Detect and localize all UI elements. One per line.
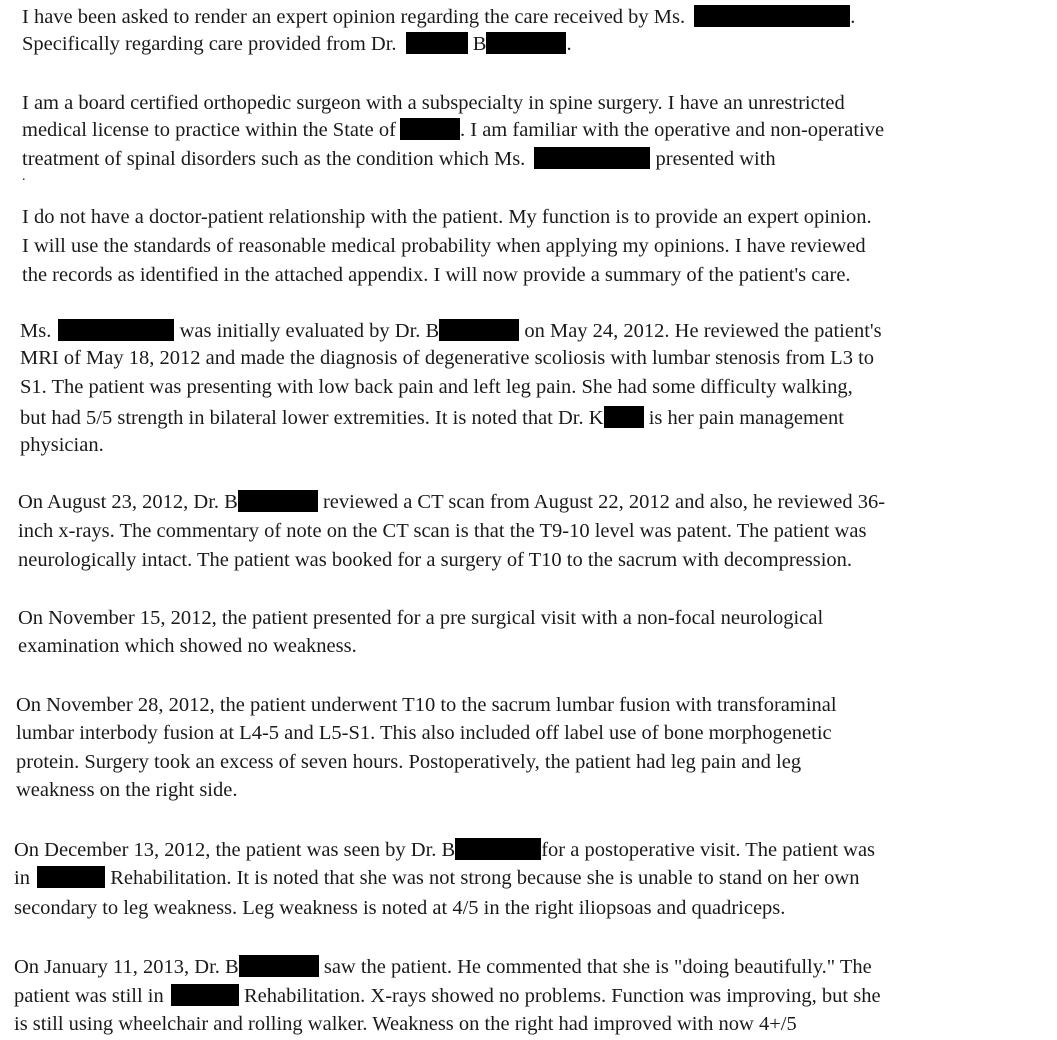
text-span: but had 5/5 strength in bilateral lower extremities. It is noted that Dr. K <box>20 407 604 429</box>
text-span: On January 11, 2013, Dr. B <box>14 956 239 978</box>
text-span: On November 15, 2012, the patient presented for a pre surgical visit with a non-focal neurological <box>18 607 824 629</box>
p3-line-2 <box>22 233 866 259</box>
text-span: Rehabilitation. X-rays showed no problems. Function was improving, but she <box>244 985 881 1007</box>
p7-line-2 <box>16 720 832 746</box>
text-span: for a postoperative visit. The patient was <box>541 839 876 861</box>
text-span: inch x-rays. The commentary of note on the CT scan is that the T9-10 level was patent. The patient was <box>18 520 867 542</box>
redaction-bar <box>486 32 566 54</box>
p8-line-2 <box>14 865 859 891</box>
p4-line-2 <box>20 345 874 371</box>
text-span: examination which showed no weakness. <box>18 635 357 657</box>
text-span: on May 24, 2012. He reviewed the patient's <box>524 320 882 342</box>
redaction-bar <box>171 984 239 1006</box>
p7-line-1 <box>16 692 837 718</box>
p7-line-4 <box>16 777 237 803</box>
text-span: . <box>22 169 26 184</box>
p4-line-5 <box>20 432 104 458</box>
text-span: physician. <box>20 434 104 456</box>
redaction-bar <box>58 319 174 341</box>
p9-line-3 <box>14 1011 797 1037</box>
p4-line-3 <box>20 374 853 400</box>
text-span: . <box>850 6 856 28</box>
p5-line-3 <box>18 547 852 573</box>
p8-line-1 <box>14 837 875 863</box>
redaction-bar <box>534 147 650 169</box>
redaction-bar <box>238 490 318 512</box>
text-span: medical license to practice within the State of <box>22 119 396 141</box>
p6-line-2 <box>18 633 357 659</box>
redaction-bar <box>604 406 644 428</box>
p5-line-1 <box>18 489 885 515</box>
text-span: I have been asked to render an expert opinion regarding the care received by Ms. <box>22 6 686 28</box>
redaction-bar <box>439 319 519 341</box>
text-span: neurologically intact. The patient was booked for a surgery of T10 to the sacrum with decompression. <box>18 549 853 571</box>
text-span: reviewed a CT scan from August 22, 2012 and also, he reviewed 36- <box>322 491 886 513</box>
p9-line-2 <box>14 983 881 1009</box>
text-span: in <box>14 867 30 889</box>
redaction-bar <box>406 32 468 54</box>
p2-line-3 <box>22 146 776 172</box>
p9-line-1 <box>14 954 872 980</box>
p2-line-2 <box>22 117 884 143</box>
redaction-bar <box>694 5 850 27</box>
text-span: is her pain management <box>648 407 844 429</box>
text-span: secondary to leg weakness. Leg weakness is noted at 4/5 in the right iliopsoas and quadriceps. <box>14 897 786 919</box>
text-span: presented with <box>655 148 776 170</box>
text-span: . <box>566 33 572 55</box>
p1-line-1 <box>22 4 855 30</box>
text-span: MRI of May 18, 2012 and made the diagnosis of degenerative scoliosis with lumbar stenosis from L3 to <box>20 347 875 369</box>
text-span: lumbar interbody fusion at L4-5 and L5-S1. This also included off label use of bone morphogenetic <box>16 722 832 744</box>
p2-line-1 <box>22 90 845 116</box>
p4-line-1 <box>20 318 882 344</box>
p1-line-2 <box>22 31 572 57</box>
p8-line-3 <box>14 895 785 921</box>
redaction-bar <box>400 118 460 140</box>
text-span: Specifically regarding care provided from Dr. <box>22 33 397 55</box>
text-span: patient was still in <box>14 985 164 1007</box>
text-span: I do not have a doctor-patient relationship with the patient. My function is to provide an expert opinion. <box>22 206 872 228</box>
p7-line-3 <box>16 749 801 775</box>
text-span: . I am familiar with the operative and non-operative <box>460 119 885 141</box>
text-span: saw the patient. He commented that she is "doing beautifully." The <box>323 956 872 978</box>
text-span: B <box>472 33 487 55</box>
text-span: On November 28, 2012, the patient underwent T10 to the sacrum lumbar fusion with transforaminal <box>16 694 837 716</box>
text-span: I will use the standards of reasonable medical probability when applying my opinions. I have reviewed <box>22 235 866 257</box>
text-span: is still using wheelchair and rolling walker. Weakness on the right had improved with now 4+/5 <box>14 1013 797 1035</box>
p5-line-2 <box>18 518 866 544</box>
text-span: S1. The patient was presenting with low back pain and left leg pain. She had some difficulty walking, <box>20 376 853 398</box>
p3-line-3 <box>22 262 851 288</box>
text-span: treatment of spinal disorders such as the condition which Ms. <box>22 148 526 170</box>
p4-line-4 <box>20 405 844 431</box>
text-span: was initially evaluated by Dr. B <box>179 320 440 342</box>
text-span: Rehabilitation. It is noted that she was not strong because she is unable to stand on her own <box>110 867 860 889</box>
text-span: I am a board certified orthopedic surgeon with a subspecialty in spine surgery. I have an unrestricted <box>22 92 845 114</box>
text-span: the records as identified in the attached appendix. I will now provide a summary of the patient's care. <box>22 264 851 286</box>
redaction-bar <box>239 955 319 977</box>
text-span: Ms. <box>20 320 52 342</box>
p6-line-1 <box>18 605 823 631</box>
redaction-bar <box>455 838 541 860</box>
text-span: protein. Surgery took an excess of seven hours. Postoperatively, the patient had leg pain and leg <box>16 751 802 773</box>
text-span: weakness on the right side. <box>16 779 238 801</box>
text-span: On August 23, 2012, Dr. B <box>18 491 238 513</box>
p3-line-1 <box>22 204 872 230</box>
p2-line-4 <box>22 168 26 186</box>
redaction-bar <box>37 866 105 888</box>
text-span: On December 13, 2012, the patient was seen by Dr. B <box>14 839 456 861</box>
